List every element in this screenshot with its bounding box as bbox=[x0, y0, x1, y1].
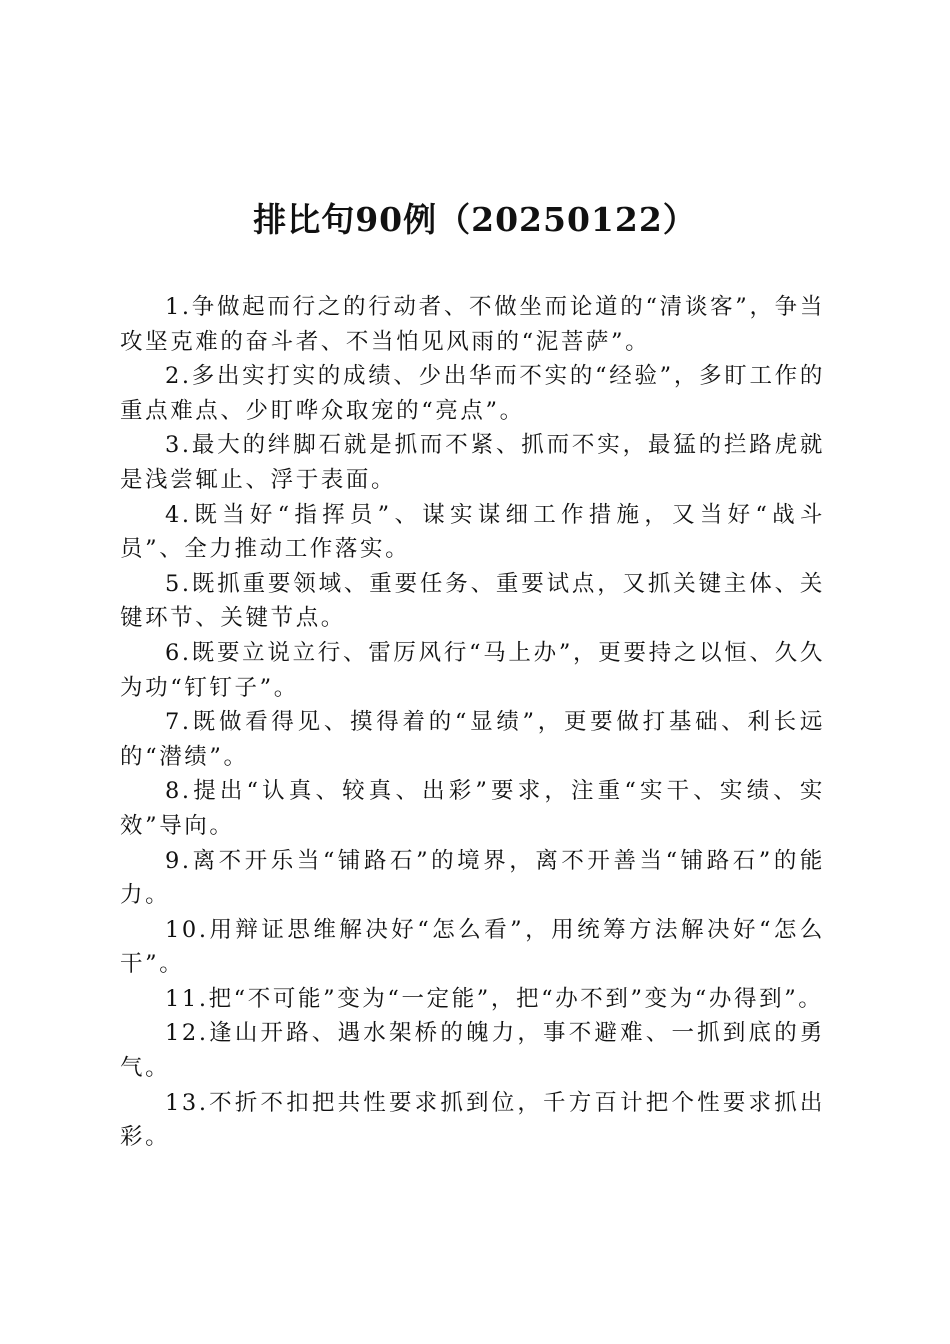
paragraph-5: 5.既抓重要领域、重要任务、重要试点，又抓关键主体、关键环节、关键节点。 bbox=[120, 570, 825, 632]
paragraph-1: 1.争做起而行之的行动者、不做坐而论道的“清谈客”，争当攻坚克难的奋斗者、不当怕见风雨的“泥菩萨”。 bbox=[120, 294, 825, 355]
paragraph-4: 4.既当好“指挥员”、谋实谋细工作措施，又当好“战斗员”、全力推动工作落实。 bbox=[120, 501, 825, 563]
document-body bbox=[120, 290, 825, 1155]
document-title: 排比句90例（20250122） bbox=[253, 200, 697, 239]
paragraph-13: 13.不折不扣把共性要求抓到位，千方百计把个性要求抓出彩。 bbox=[120, 1089, 825, 1151]
paragraph-2: 2.多出实打实的成绩、少出华而不实的“经验”，多盯工作的重点难点、少盯哗众取宠的“亮点”。 bbox=[120, 363, 825, 424]
paragraph-10: 10.用辩证思维解决好“怎么看”，用统筹方法解决好“怎么干”。 bbox=[120, 916, 825, 978]
paragraph-11: 11.把“不可能”变为“一定能”，把“办不到”变为“办得到”。 bbox=[165, 985, 824, 1012]
paragraph-12: 12.逢山开路、遇水架桥的魄力，事不避难、一抓到底的勇气。 bbox=[120, 1020, 825, 1082]
paragraph-3: 3.最大的绊脚石就是抓而不紧、抓而不实，最猛的拦路虎就是浅尝辄止、浮于表面。 bbox=[120, 432, 825, 493]
paragraph-6: 6.既要立说立行、雷厉风行“马上办”，更要持之以恒、久久为功“钉钉子”。 bbox=[120, 639, 825, 701]
paragraph-8: 8.提出“认真、较真、出彩”要求，注重“实干、实绩、实效”导向。 bbox=[120, 778, 825, 839]
paragraph-9: 9.离不开乐当“铺路石”的境界，离不开善当“铺路石”的能力。 bbox=[120, 847, 825, 909]
paragraph-7: 7.既做看得见、摸得着的“显绩”，更要做打基础、利长远的“潜绩”。 bbox=[120, 709, 825, 770]
